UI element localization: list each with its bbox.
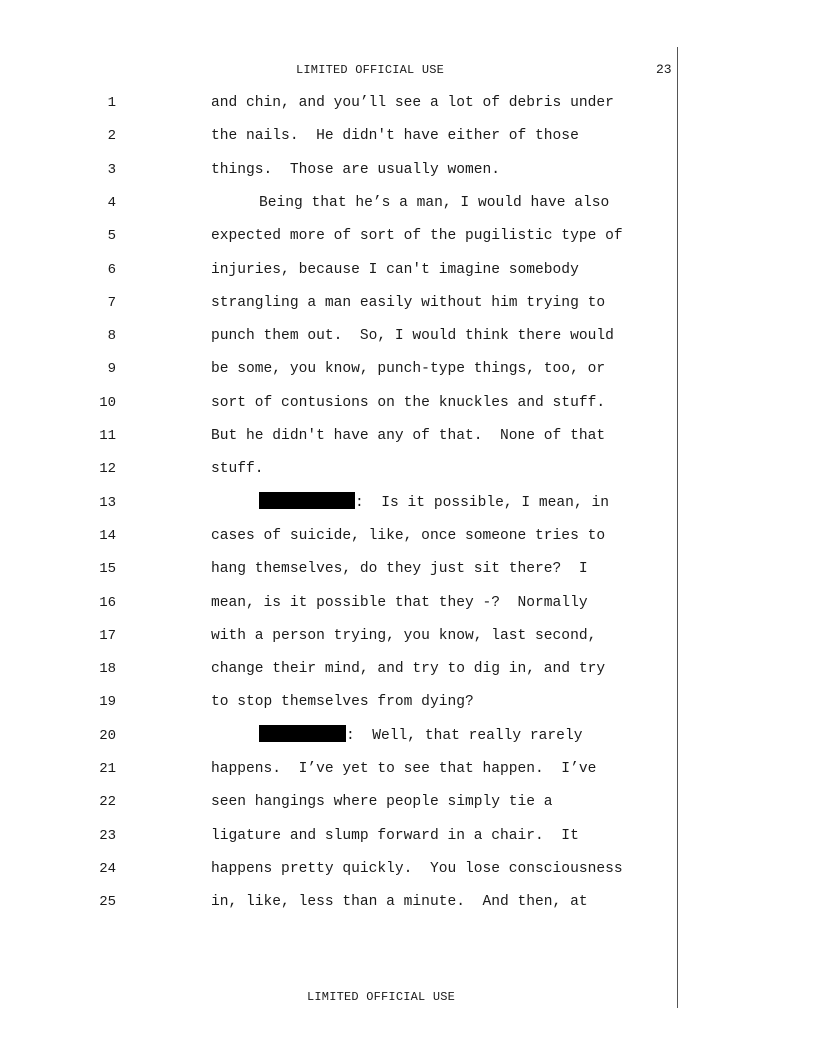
transcript-line bbox=[0, 391, 680, 415]
line-text: : Well, that really rarely bbox=[346, 727, 583, 744]
redaction-box bbox=[259, 725, 346, 742]
line-number: 14 bbox=[99, 527, 116, 544]
footer-classification: LIMITED OFFICIAL USE bbox=[307, 990, 456, 1004]
line-number: 16 bbox=[99, 594, 116, 611]
transcript-line bbox=[0, 357, 680, 381]
line-text: change their mind, and try to dig in, and try bbox=[211, 661, 606, 678]
transcript-line bbox=[0, 491, 680, 515]
line-text: ligature and slump forward in a chair. It bbox=[211, 827, 579, 844]
transcript-line bbox=[0, 724, 680, 748]
line-text: Being that he’s a man, I would have also bbox=[259, 194, 610, 211]
transcript-line bbox=[0, 890, 680, 914]
speaker-line bbox=[259, 491, 609, 515]
page-number: 23 bbox=[656, 62, 672, 77]
speaker-line bbox=[259, 724, 582, 748]
line-text: happens pretty quickly. You lose consciousness bbox=[211, 860, 623, 877]
line-number: 20 bbox=[99, 727, 116, 744]
line-text: : Is it possible, I mean, in bbox=[355, 494, 609, 511]
transcript-line bbox=[0, 224, 680, 248]
line-number: 4 bbox=[107, 194, 116, 211]
transcript-line bbox=[0, 158, 680, 182]
line-text: hang themselves, do they just sit there? I bbox=[211, 561, 588, 578]
line-text: cases of suicide, like, once someone tries to bbox=[211, 527, 606, 544]
line-text: things. Those are usually women. bbox=[211, 161, 501, 178]
line-number: 17 bbox=[99, 627, 116, 644]
line-number: 8 bbox=[107, 328, 116, 345]
line-text: be some, you know, punch-type things, too, or bbox=[211, 361, 606, 378]
line-text: expected more of sort of the pugilistic type of bbox=[211, 228, 623, 245]
line-number: 22 bbox=[99, 794, 116, 811]
transcript-line bbox=[0, 757, 680, 781]
transcript-line bbox=[0, 624, 680, 648]
line-text: injuries, because I can't imagine somebody bbox=[211, 261, 579, 278]
transcript-line bbox=[0, 824, 680, 848]
redaction-box bbox=[259, 492, 355, 509]
transcript-line bbox=[0, 790, 680, 814]
line-number: 11 bbox=[99, 428, 116, 444]
transcript-line bbox=[0, 857, 680, 881]
line-text: seen hangings where people simply tie a bbox=[211, 794, 553, 811]
line-number: 2 bbox=[107, 128, 116, 145]
transcript-line bbox=[0, 324, 680, 348]
line-text: happens. I’ve yet to see that happen. I’ve bbox=[211, 761, 597, 777]
transcript-line bbox=[0, 690, 680, 714]
line-number: 19 bbox=[99, 694, 116, 711]
header-classification: LIMITED OFFICIAL USE bbox=[296, 63, 445, 77]
line-text: with a person trying, you know, last second, bbox=[211, 627, 597, 644]
transcript-line bbox=[0, 457, 680, 481]
transcript-line bbox=[0, 524, 680, 548]
line-text: to stop themselves from dying? bbox=[211, 694, 474, 711]
line-text: strangling a man easily without him trying to bbox=[211, 294, 606, 311]
line-number: 24 bbox=[99, 860, 116, 877]
line-number: 7 bbox=[107, 294, 116, 311]
line-number: 18 bbox=[99, 661, 116, 678]
line-text: mean, is it possible that they -? Normally bbox=[211, 594, 588, 611]
line-text: sort of contusions on the knuckles and stuff. bbox=[211, 394, 606, 411]
line-number: 1 bbox=[107, 95, 116, 111]
line-number: 21 bbox=[99, 761, 116, 777]
transcript-line bbox=[0, 91, 680, 115]
line-text: and chin, and you’ll see a lot of debris under bbox=[211, 95, 614, 111]
line-text: in, like, less than a minute. And then, at bbox=[211, 894, 588, 911]
line-number: 10 bbox=[99, 394, 116, 411]
line-number: 13 bbox=[99, 494, 116, 511]
line-number: 6 bbox=[107, 261, 116, 278]
line-number: 23 bbox=[99, 827, 116, 844]
line-number: 25 bbox=[99, 894, 116, 911]
line-number: 5 bbox=[107, 228, 116, 245]
transcript-line bbox=[0, 258, 680, 282]
transcript-line bbox=[0, 124, 680, 148]
transcript-line bbox=[0, 424, 680, 448]
line-number: 12 bbox=[99, 461, 116, 478]
line-text: But he didn't have any of that. None of that bbox=[211, 428, 606, 444]
line-number: 15 bbox=[99, 561, 116, 578]
transcript-line bbox=[0, 591, 680, 615]
transcript-line bbox=[0, 291, 680, 315]
transcript-line bbox=[0, 557, 680, 581]
line-text: stuff. bbox=[211, 461, 264, 478]
line-text: the nails. He didn't have either of those bbox=[211, 128, 579, 145]
transcript-line bbox=[0, 657, 680, 681]
line-number: 9 bbox=[107, 361, 116, 378]
line-number: 3 bbox=[107, 161, 116, 178]
line-text: punch them out. So, I would think there would bbox=[211, 328, 614, 345]
transcript-line bbox=[0, 191, 680, 215]
